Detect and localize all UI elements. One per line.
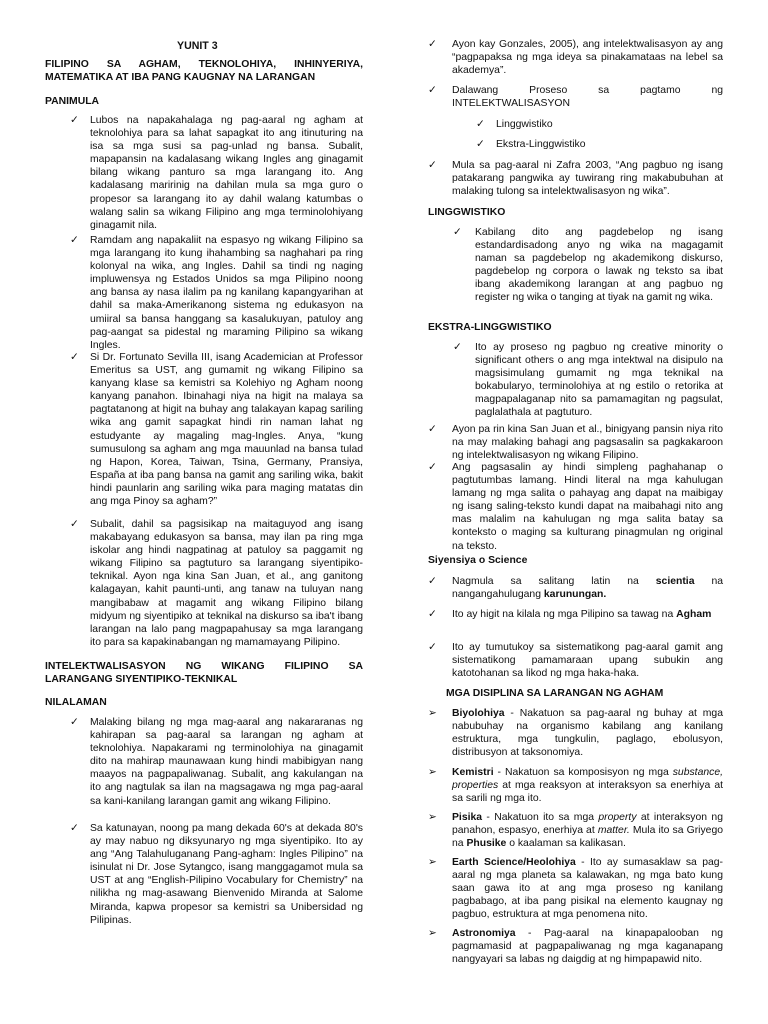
- gonzales-item: ✓ Ayon kay Gonzales, 2005), ang intelektwalisasyon ay ang “pagpapaksa ng mga ideya sa pinakamataas na lebel sa akademya”.: [428, 39, 723, 77]
- checkmark-icon: ✓: [453, 227, 462, 238]
- panimula-item-1: ✓ Lubos na napakahalaga ng pag-aaral ng agham at teknolohiya para sa lahat sapagkat ito ang itinuturing na isa sa mga susi sa pag-unlad ng bansa. Subalit, mapapansin na kadalasang wikang Ingles ang ginagamit bilang wikang panturo sa mga larangang ito. Ang kadalasang maririnig na dahilan mula sa mga guro o propesor sa larangang ito ay dahil walang katumbas o walang salin sa wikang Filipino ang mga terminolohiyang ginagamit nila.: [70, 115, 363, 231]
- panimula-item-4: ✓ Subalit, dahil sa pagsisikap na maitaguyod ang isang makabayang edukasyon sa bansa, may ilan pa ring mga iskolar ang hindi nagpatinag at patuloy sa paggamit ng wikang Filipino sa pagtuturo sa larangang siyentipiko-teknikal. Ayon nga kina San Juan, et al., ang ganitong kalagayan, kahit paunti-unti, ang tanaw na tuluyan nang mangibabaw at magamit ang wikang Filipino bilang midyum ng siyentipiko at teknikal na diskurso sa iba't ibang larangan na lalo pang magpapahusay sa mga larangang ito para sa kapakinabangan ng mamamayang Pilipino.: [70, 519, 363, 648]
- arrow-bullet-icon: ➢: [428, 767, 437, 778]
- ekstra-linggwistiko-heading: EKSTRA-LINGGWISTIKO: [428, 322, 552, 333]
- siyensiya-item-1: ✓ Nagmula sa salitang latin na scientia na nangangahulugang karunungan.: [428, 576, 724, 601]
- arrow-bullet-icon: ➢: [428, 857, 437, 868]
- arrow-bullet-icon: ➢: [428, 812, 437, 823]
- unit-label: YUNIT 3: [177, 40, 218, 52]
- intelektwalisasyon-heading: INTELEKTWALISASYON NG WIKANG FILIPINO SA LARANGANG SIYENTIPIKO-TEKNIKAL: [45, 661, 363, 686]
- checkmark-icon: ✓: [428, 85, 437, 96]
- siyensiya-heading: Siyensiya o Science: [428, 555, 528, 566]
- pagsasalin-item: ✓ Ang pagsasalin ay hindi simpleng paghahanap o pagtutumbas lamang. Hindi literal na mga kahulugan lamang ng mga salita o pahayag ang dapat na maibigay ng isang saling-teksto kundi dapat na maibahagi nito ang mas malalim na kahulugan ng mga salita batay sa konteksto o maging sa kulturang pinagmulan ng original na teksto.: [428, 462, 723, 552]
- checkmark-icon: ✓: [70, 823, 79, 834]
- checkmark-icon: ✓: [428, 576, 437, 587]
- disiplina-astronomiya: ➢ Astronomiya - Pag-aaral na kinapapalooban ng pagmamasid at pagpapaliwanag ng mga kaganapang nangyayari sa labas ng daigdig at ng himpapawid nito.: [428, 928, 723, 966]
- checkmark-icon: ✓: [428, 424, 437, 435]
- san-juan-item: ✓ Ayon pa rin kina San Juan et al., binigyang pansin niya rito na may malaking bahagi ang pagsasalin sa pagkakaroon ng intelektwalisasyon ng wikang Filipino.: [428, 424, 723, 462]
- disiplina-earth-science: ➢ Earth Science/Heolohiya - Ito ay sumasaklaw sa pag-aaral ng mga planeta sa kalawakan, ng mga bato kung saan gawa ito at ang mga proseso ng kanilang pagbabago, at iba pang pisikal na elemento kaugnay ng pagbuo, estruktura at mga penomena nito.: [428, 857, 723, 921]
- panimula-item-3: ✓ Si Dr. Fortunato Sevilla III, isang Academician at Professor Emeritus sa UST, ang gumamit ng wikang Filipino sa kanyang klase sa kemistri sa Kolehiyo ng Agham noong kanyang panahon. Ibinahagi niya na higit na malaya sa pagtatanong at higit na buhay ang talakayan kapag sariling wika ang gamit sapagkat hindi rin naman lahat ng estudyante ay magaling mag-Ingles. Anya, “kung sumusulong sa agham ang mga mauunlad na bansa tulad ng Hapon, Korea, Taiwan, Tsina, Germany, Pransiya, España at iba pang bansa na gamit ang sariling wika, bakit hindi paunlarin ang sariling wika para maging matatas din ang mga Pinoy sa agham?”: [70, 352, 363, 508]
- linggwistiko-heading: LINGGWISTIKO: [428, 207, 506, 218]
- arrow-bullet-icon: ➢: [428, 928, 437, 939]
- nilalaman-item-2: ✓ Sa katunayan, noong pa mang dekada 60's at dekada 80's ay may nabuo ng diksyunaryo ng mga siyentipiko. Ito ay ang “Ang Talahuluganang Pang-agham: Ingles Pilipino” na isinulat ni Dr. Jose Sytangco, isang manggagamot mula sa UST at ang “English-Pilipino Vocabulary for Chemistry” na nilikha ng mag-asawang Bienvenido Miranda at Salome Miranda, kapwa propesor sa kemistri sa Unibersidad ng Pilipinas.: [70, 823, 363, 926]
- nilalaman-item-1: ✓ Malaking bilang ng mga mag-aaral ang nakararanas ng kahirapan sa pag-aaral sa larangan ng agham at teknolohiya. Napakarami ng terminolohiya na ginagamit dito na mahirap maunawaan kung hindi mabibigyan nang maayos na pagpapaliwanag. Subalit, ang kakulangan na ito ang nagtulak sa ilan na magsagawa ng mga pag-aaral sa kani-kanilang larangan gamit ang wikang Filipino.: [70, 717, 363, 807]
- checkmark-icon: ✓: [70, 115, 79, 126]
- checkmark-icon: ✓: [428, 160, 437, 171]
- panimula-heading: PANIMULA: [45, 96, 100, 107]
- checkmark-icon: ✓: [428, 609, 437, 620]
- ekstra-linggwistiko-item: ✓ Ito ay proseso ng pagbuo ng creative minority o significant others o ang mga intektwal na disipulo na magsisimulang gumamit ng mga teknikal na bokabularyo, terminolohiya at ng estilo o retorika at magpapalaganap nito sa pamamagitan ng pagsulat, paglalathala at pagtuturo.: [453, 342, 723, 419]
- checkmark-icon: ✓: [428, 39, 437, 50]
- checkmark-icon: ✓: [476, 139, 485, 150]
- proseso-item-linggwistiko: ✓ Linggwistiko: [476, 119, 553, 130]
- siyensiya-item-3: ✓ Ito ay tumutukoy sa sistematikong pag-aaral gamit ang sistematikong pamamaraan upang subukin ang katotohanan sa likod ng mga haka-haka.: [428, 642, 723, 680]
- checkmark-icon: ✓: [70, 235, 79, 246]
- checkmark-icon: ✓: [428, 642, 437, 653]
- checkmark-icon: ✓: [476, 119, 485, 130]
- disiplina-pisika: ➢ Pisika - Nakatuon ito sa mga property at interaksyon ng panahon, espasyo, enerhiya at matter. Mula ito sa Griyego na Phusike o kaalaman sa kalikasan.: [428, 812, 724, 850]
- zafra-item: ✓ Mula sa pag-aaral ni Zafra 2003, “Ang pagbuo ng isang patakarang pangwika ay tuwirang ring makabubuhan at malaking tulong sa intelektwalisasyon ng wika”.: [428, 160, 723, 198]
- siyensiya-item-2: ✓ Ito ay higit na kilala ng mga Pilipino sa tawag na Agham: [428, 609, 712, 620]
- checkmark-icon: ✓: [70, 352, 79, 363]
- checkmark-icon: ✓: [453, 342, 462, 353]
- document-title: FILIPINO SA AGHAM, TEKNOLOHIYA, INHINYERIYA, MATEMATIKA AT IBA PANG KAUGNAY NA LARANGAN: [45, 59, 363, 84]
- checkmark-icon: ✓: [70, 717, 79, 728]
- checkmark-icon: ✓: [70, 519, 79, 530]
- nilalaman-heading: NILALAMAN: [45, 697, 107, 708]
- panimula-item-2: ✓ Ramdam ang napakaliit na espasyo ng wikang Filipino sa mga larangang ito kung ihahambing sa naghahari pa ring kolonyal na wika, ang Ingles. Dahil sa tindi ng naging impluwensya ng Estados Unidos sa mga Pilipino noong ang bansa ay nasa ilalim pa ng kanilang kapangyarihan at dahil sa maka-Amerikanong sistema ng edukasyon na umiiral sa bansa hanggang sa kasalukuyan, patuloy ang pag-aangat sa pidestal ng maraming Pilipino sa wikang Ingles.: [70, 235, 363, 351]
- linggwistiko-item: ✓ Kabilang dito ang pagdebelop ng isang estandardisadong anyo ng wika na magagamit naman sa pagdebelop ng akademikong diskurso, pagdebelop ng corpora o lawak ng teksto sa ibat ibang akademikong larangan at ang pagbuo ng register ng wika o tanging at tiyak na gamit ng wika.: [453, 227, 723, 304]
- proseso-item-ekstra: ✓ Ekstra-Linggwistiko: [476, 139, 586, 150]
- disiplina-biyolohiya: ➢ Biyolohiya - Nakatuon sa pag-aaral ng buhay at mga nabubuhay na organismo kabilang ang kanilang estruktura, mga tungkulin, paglago, ebolusyon, distribusyon at taksonomiya.: [428, 708, 723, 759]
- checkmark-icon: ✓: [428, 462, 437, 473]
- arrow-bullet-icon: ➢: [428, 708, 437, 719]
- dalawang-proseso-item: ✓ Dalawang Proseso sa pagtamo ng INTELEKTWALISASYON: [428, 85, 723, 110]
- disiplina-heading: MGA DISIPLINA SA LARANGAN NG AGHAM: [446, 688, 664, 699]
- disiplina-kemistri: ➢ Kemistri - Nakatuon sa komposisyon ng mga substance, properties at mga reaksyon at interaksyon sa enerhiya at sa sarili ng mga ito.: [428, 767, 723, 805]
